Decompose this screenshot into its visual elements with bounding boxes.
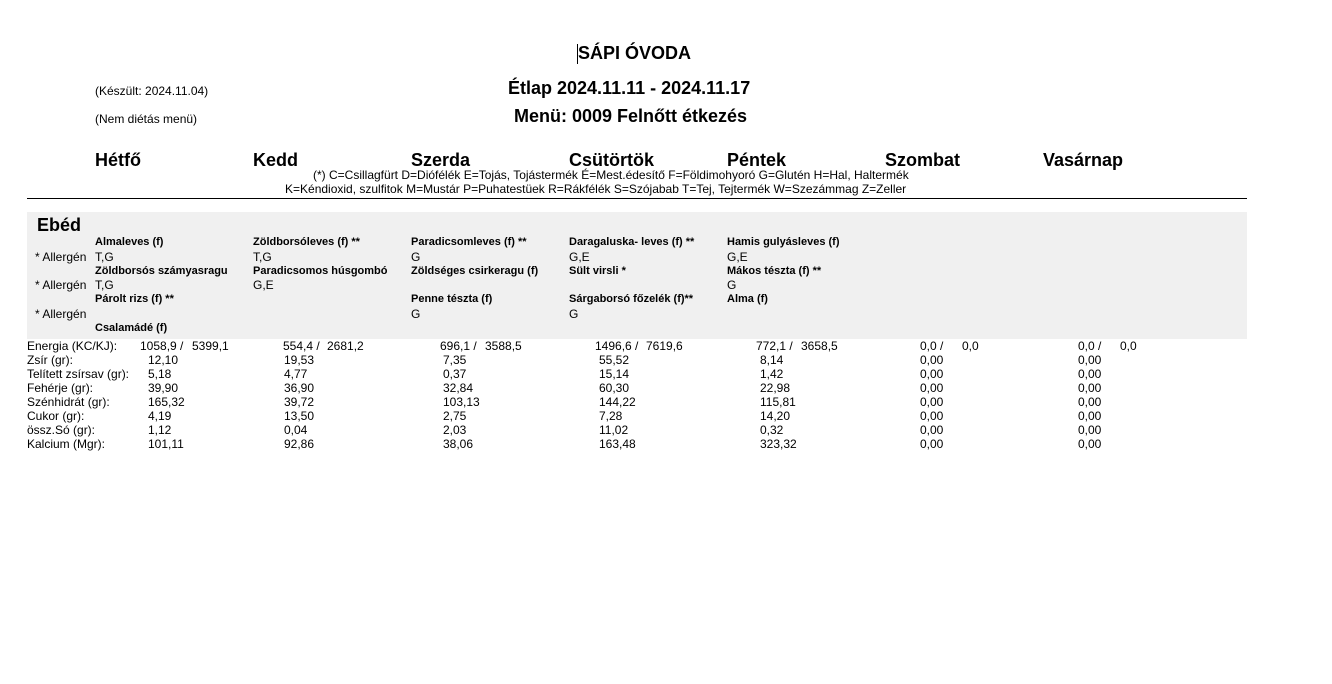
energy-kj-sun: 0,0 [1120, 339, 1137, 353]
energy-kc-sat: 0,0 / [920, 339, 944, 353]
section-title: Ebéd [37, 215, 82, 235]
diet-note: (Nem diétás menü) [95, 112, 198, 126]
day-header-kedd: Kedd [253, 150, 298, 170]
nutrition-value-sat: 0,00 [920, 437, 944, 451]
dish-tue-2: Paradicsomos húsgombó [253, 265, 388, 277]
allergen-label-1: * Allergén [35, 250, 87, 264]
allergen-wed-3: G [411, 307, 421, 321]
energy-kj-sat: 0,0 [962, 339, 979, 353]
nutrition-label-energy: Energia (KC/KJ): [27, 339, 118, 353]
nutrition-value-mon: 165,32 [148, 395, 185, 409]
nutrition-value-tue: 0,04 [284, 423, 308, 437]
nutrition-label: Zsír (gr): [27, 353, 73, 367]
day-header-csutortok: Csütörtök [569, 150, 654, 170]
allergen-mon-1: T,G [95, 250, 114, 264]
allergen-fri-1: G,E [727, 250, 748, 264]
nutrition-value-wed: 7,35 [443, 353, 467, 367]
nutrition-value-sat: 0,00 [920, 423, 944, 437]
nutrition-value-thu: 60,30 [599, 381, 630, 395]
nutrition-value-wed: 32,84 [443, 381, 474, 395]
day-header-pentek: Péntek [727, 150, 787, 170]
nutrition-value-fri: 115,81 [760, 395, 796, 409]
nutrition-label: Szénhidrát (gr): [27, 395, 110, 409]
allergen-thu-3: G [569, 307, 579, 321]
dish-mon-4: Csalamádé (f) [95, 322, 168, 334]
dish-fri-3: Alma (f) [727, 293, 768, 305]
dish-thu-1: Daragaluska- leves (f) ** [569, 236, 695, 248]
nutrition-value-wed: 38,06 [443, 437, 474, 451]
dish-thu-3: Sárgaborsó főzelék (f)** [569, 293, 694, 305]
nutrition-value-wed: 103,13 [443, 395, 480, 409]
nutrition-label: Cukor (gr): [27, 409, 85, 423]
nutrition-value-mon: 39,90 [148, 381, 179, 395]
energy-kc-fri: 772,1 / [756, 339, 793, 353]
nutrition-value-sat: 0,00 [920, 381, 944, 395]
allergen-legend-line2: K=Kéndioxid, szulfitok M=Mustár P=Puhatestüek R=Rákfélék S=Szójabab T=Tej, Tejtermék W=Szezámmag Z=Zeller [285, 182, 907, 196]
nutrition-value-sat: 0,00 [920, 395, 944, 409]
allergen-mon-2: T,G [95, 278, 114, 292]
day-header-hetfo: Hétfő [95, 150, 141, 170]
dish-fri-1: Hamis gulyásleves (f) [727, 236, 840, 248]
nutrition-value-sun: 0,00 [1078, 423, 1102, 437]
nutrition-value-sat: 0,00 [920, 353, 944, 367]
energy-kc-thu: 1496,6 / [595, 339, 639, 353]
nutrition-value-thu: 11,02 [599, 423, 629, 437]
nutrition-value-tue: 13,50 [284, 409, 315, 423]
nutrition-value-fri: 22,98 [760, 381, 791, 395]
nutrition-value-mon: 1,12 [148, 423, 172, 437]
day-header-szerda: Szerda [411, 150, 471, 170]
nutrition-value-wed: 0,37 [443, 367, 467, 381]
nutrition-value-tue: 36,90 [284, 381, 315, 395]
allergen-fri-2: G [727, 278, 737, 292]
nutrition-value-sat: 0,00 [920, 367, 944, 381]
dish-fri-2: Mákos tészta (f) ** [727, 265, 822, 277]
nutrition-value-thu: 15,14 [599, 367, 630, 381]
nutrition-value-thu: 7,28 [599, 409, 623, 423]
dish-wed-3: Penne tészta (f) [411, 293, 493, 305]
dish-thu-2: Sült virsli * [569, 265, 626, 277]
nutrition-value-wed: 2,03 [443, 423, 467, 437]
energy-kj-tue: 2681,2 [327, 339, 364, 353]
nutrition-value-tue: 4,77 [284, 367, 308, 381]
school-name: SÁPI ÓVODA [578, 43, 692, 63]
nutrition-value-fri: 323,32 [760, 437, 797, 451]
nutrition-value-fri: 1,42 [760, 367, 784, 381]
nutrition-value-tue: 19,53 [284, 353, 315, 367]
nutrition-value-thu: 55,52 [599, 353, 630, 367]
nutrition-value-mon: 101,11 [148, 437, 184, 451]
nutrition-value-thu: 163,48 [599, 437, 636, 451]
energy-kc-tue: 554,4 / [283, 339, 320, 353]
nutrition-value-mon: 12,10 [148, 353, 179, 367]
energy-kc-sun: 0,0 / [1078, 339, 1102, 353]
allergen-thu-1: G,E [569, 250, 590, 264]
energy-kc-wed: 696,1 / [440, 339, 477, 353]
energy-kj-fri: 3658,5 [801, 339, 838, 353]
nutrition-label: Telített zsírsav (gr): [27, 367, 130, 381]
header-divider [27, 198, 1247, 199]
menu-name: Menü: 0009 Felnőtt étkezés [514, 106, 748, 126]
nutrition-value-thu: 144,22 [599, 395, 636, 409]
dish-tue-1: Zöldborsóleves (f) ** [253, 236, 360, 248]
nutrition-value-fri: 0,32 [760, 423, 784, 437]
dish-wed-2: Zöldséges csirkeragu (f) [411, 265, 539, 277]
nutrition-value-sun: 0,00 [1078, 381, 1102, 395]
nutrition-value-fri: 8,14 [760, 353, 784, 367]
menu-period: Étlap 2024.11.11 - 2024.11.17 [508, 78, 751, 98]
nutrition-label: össz.Só (gr): [27, 423, 96, 437]
nutrition-value-fri: 14,20 [760, 409, 791, 423]
allergen-tue-1: T,G [253, 250, 272, 264]
energy-kc-mon: 1058,9 / [140, 339, 184, 353]
energy-kj-wed: 3588,5 [485, 339, 522, 353]
nutrition-value-sun: 0,00 [1078, 353, 1102, 367]
allergen-legend-line1: (*) C=Csillagfürt D=Diófélék E=Tojás, Tojástermék É=Mest.édesítő F=Földimohyoró G=Glutén H=Hal, Haltermék [313, 168, 909, 182]
allergen-tue-2: G,E [253, 278, 274, 292]
nutrition-value-mon: 4,19 [148, 409, 172, 423]
allergen-wed-1: G [411, 250, 421, 264]
nutrition-label: Fehérje (gr): [27, 381, 94, 395]
nutrition-value-tue: 39,72 [284, 395, 315, 409]
day-header-szombat: Szombat [885, 150, 961, 170]
nutrition-value-mon: 5,18 [148, 367, 172, 381]
nutrition-value-tue: 92,86 [284, 437, 315, 451]
energy-kj-thu: 7619,6 [646, 339, 683, 353]
nutrition-value-sun: 0,00 [1078, 395, 1102, 409]
allergen-label-2: * Allergén [35, 278, 87, 292]
dish-mon-1: Almaleves (f) [95, 236, 164, 248]
allergen-label-3: * Allergén [35, 307, 87, 321]
nutrition-value-sat: 0,00 [920, 409, 944, 423]
energy-kj-mon: 5399,1 [192, 339, 229, 353]
dish-mon-3: Párolt rizs (f) ** [95, 293, 174, 305]
dish-wed-1: Paradicsomleves (f) ** [411, 236, 527, 248]
dish-mon-2: Zöldborsós számyasragu [95, 265, 228, 277]
nutrition-label: Kalcium (Mgr): [27, 437, 106, 451]
nutrition-value-sun: 0,00 [1078, 367, 1102, 381]
nutrition-value-sun: 0,00 [1078, 409, 1102, 423]
nutrition-value-sun: 0,00 [1078, 437, 1102, 451]
nutrition-value-wed: 2,75 [443, 409, 467, 423]
created-date: (Készült: 2024.11.04) [95, 84, 209, 98]
day-header-vasarnap: Vasárnap [1043, 150, 1124, 170]
